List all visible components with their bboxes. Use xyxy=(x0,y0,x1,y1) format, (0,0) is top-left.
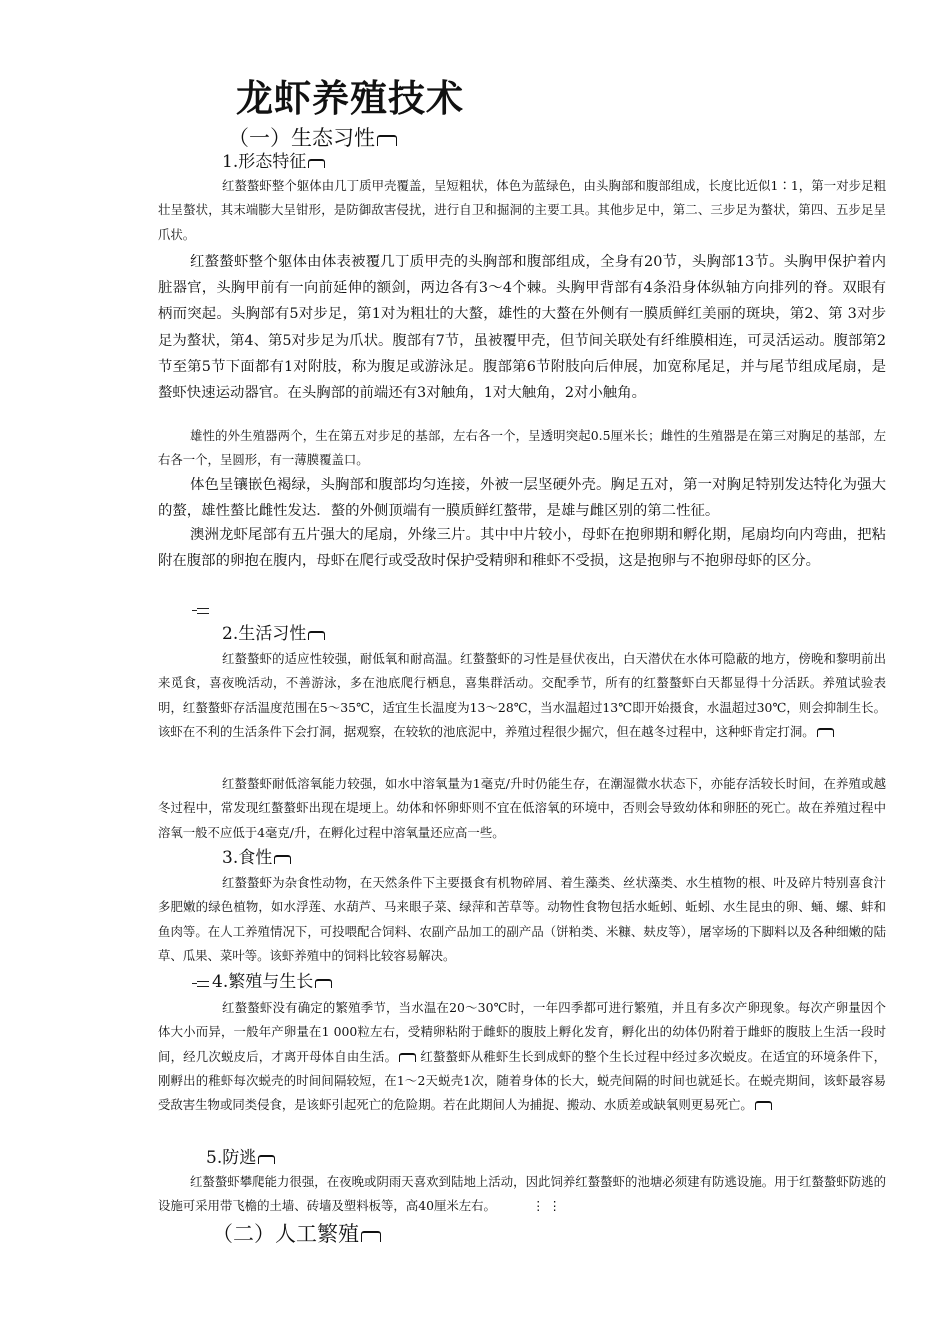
paragraph-escape-1-text: 红螯螯虾攀爬能力很强，在夜晚或阴雨天喜欢到陆地上活动，因此饲养红螯螯虾的池塘必须建有防逃设施。用于红螯螯虾防逃的设施可采用带飞檐的土墙、砖墙及塑料板等，高40厘米左右。 xyxy=(158,1174,886,1214)
paragraph-morphology-5: 澳洲龙虾尾部有五片强大的尾扇，外缘三片。其中中片较小，母虾在抱卵期和孵化期，尾扇均向内弯曲，把粘附在腹部的卵抱在腹内，母虾在爬行或受敌时保护受精卵和稚虾不受损，这是抱卵与不抱卵母虾的区分。 xyxy=(158,527,886,570)
paragraph-morphology-3: 雄性的外生殖器两个，生在第五对步足的基部，左右各一个，呈透明突起0.5厘米长；雌性的生殖器是在第三对胸足的基部，左右各一个，呈圆形，有一薄膜覆盖口。 xyxy=(158,428,886,468)
subheading-diet-text: 3.食性 xyxy=(222,848,273,868)
paragraph-mark-icon xyxy=(755,1101,772,1110)
paragraph-mark-icon xyxy=(274,855,291,864)
subheading-escape-prevention-text: 5.防逃 xyxy=(206,1148,257,1168)
paragraph-mark-icon xyxy=(315,979,332,988)
paragraph-habits-1-text: 红螯螯虾的适应性较强，耐低氧和耐高温。红螯螯虾的习性是昼伏夜出，白天潜伏在水体可隐蔽的地方，傍晚和黎明前出来觅食，喜夜晚活动，不善游泳，多在池底爬行栖息，喜集群活动。交配季节，所有的红螯螯虾白天都显得十分活跃。养殖试验表明，红螯螯虾存活温度范围在5～35℃，适宜生长温度为13～28℃，当水温超过13℃即开始摄食，水温超过30℃，则会抑制生长。该虾在不利的生活条件下会打洞，据观察，在较软的池底泥中，养殖过程很少掘穴，但在越冬过程中，这种虾肯定打洞。 xyxy=(158,651,886,739)
paragraph-morphology-2: 红螯螯虾整个躯体由体表被覆几丁质甲壳的头胸部和腹部组成，全身有20节，头胸部13节。头胸甲保护着内脏器官，头胸甲前有一向前延伸的额剑，两边各有3～4个棘。头胸甲背部有4条沿身体纵轴方向排列的脊。双眼有柄而突起。头胸部有5对步足，第1对为粗壮的大螯，雄性的大螯在外侧有一膜质鲜红美丽的斑块，第2、第 3对步足为螯状，第4、第5对步足为爪状。腹部有7节，虽被覆甲壳，但节间关联处有纤维膜相连，可灵活运动。腹部第2节至第5节下面都有1对附肢，称为腹足或游泳足。腹部第6节附肢向后伸展，加宽称尾足，并与尾节组成尾扇，是螯虾快速运动器官。在头胸部的前端还有3对触角，1对大触角，2对小触角。 xyxy=(158,254,886,402)
document-title: 龙虾养殖技术 xyxy=(236,77,464,120)
paragraph-diet-1: 红螯螯虾为杂食性动物，在天然条件下主要摄食有机物碎屑、着生藻类、丝状藻类、水生植物的根、叶及碎片特别喜食汁多肥嫩的绿色植物，如水浮莲、水葫芦、马来眼子菜、绿萍和苦草等。动物性食物包括水蚯蚓、蚯蚓、水生昆虫的卵、蛹、螺、蚌和鱼肉等。在人工养殖情况下，可投喂配合饲料、农副产品加工的副产品（饼粕类、米糠、麸皮等），屠宰场的下脚料以及各种细嫩的陆草、瓜果、菜叶等。该虾养殖中的饲料比较容易解决。 xyxy=(158,875,886,963)
paragraph-mark-icon xyxy=(817,728,834,737)
ellipsis-marks: ⋮⋮ xyxy=(531,1198,565,1214)
section-heading-artificial-breeding xyxy=(212,1220,381,1248)
section-heading-ecology xyxy=(228,124,397,152)
paragraph-reproduction-1a: 红螯螯虾没有确定的繁殖季节，当水温在20～30℃时，一年四季都可进行繁殖，并且有多次产卵现象。每次产卵量因个体大小而异，一般年产卵量在1 000粒左右，受精卵粘附于雌虾的腹肢上孵化发育，孵化出的幼体仍附着于雌虾的腹肢上生活一段时间，经几次蜕皮后，才离开母体自由生活。 xyxy=(158,1000,886,1064)
subheading-morphology-text: 1.形态特征 xyxy=(222,152,307,172)
paragraph-mark-icon xyxy=(399,1053,416,1062)
paragraph-morphology-1: 红螯螯虾整个躯体由几丁质甲壳覆盖，呈短粗状，体色为蓝绿色，由头胸部和腹部组成，长度比近似1∶1，第一对步足粗壮呈螯状，其末端膨大呈钳形，是防御敌害侵扰，进行自卫和掘洞的主要工具。其他步足中，第二、三步足为螯状，第四、五步足呈爪状。 xyxy=(158,178,886,242)
paragraph-mark-icon xyxy=(308,631,325,640)
paragraph-escape-1 xyxy=(158,1170,886,1219)
subheading-reproduction xyxy=(212,970,332,994)
subheading-habits xyxy=(222,622,325,646)
paragraph-reproduction-1b: 红螯螯虾从稚虾生长到成虾的整个生长过程中经过多次蜕皮。在适宜的环境条件下，刚孵出的稚虾每次蜕壳的时间间隔较短，在1～2天蜕壳1次，随着身体的长大，蜕壳间隔的时间也就延长。在蜕壳期间，该虾最容易受敌害生物或同类侵食，是该虾引起死亡的危险期。若在此期间人为捕捉、搬动、水质差或缺氧则更易死亡。 xyxy=(158,1048,886,1113)
paragraph-morphology-4: 体色呈镶嵌色褐绿，头胸部和腹部均匀连接，外被一层坚硬外壳。胸足五对，第一对胸足特别发达特化为强大的螯，雄性螯比雌性发达．螯的外侧顶端有一膜质鲜红螯带，是雄与雌区别的第二性征。 xyxy=(158,477,886,520)
section-heading-ecology-text: （一）生态习性 xyxy=(228,126,375,150)
subheading-morphology xyxy=(222,150,325,174)
subheading-escape-prevention xyxy=(206,1146,275,1170)
paragraph-reproduction-1 xyxy=(158,996,886,1117)
format-mark-icon xyxy=(197,981,209,987)
section-heading-artificial-breeding-text: （二）人工繁殖 xyxy=(212,1222,359,1246)
paragraph-mark-icon xyxy=(308,159,325,168)
format-mark-icon xyxy=(197,608,209,614)
paragraph-habits-1 xyxy=(158,647,886,744)
paragraph-mark-icon xyxy=(258,1155,275,1164)
paragraph-mark-icon xyxy=(361,1231,381,1242)
paragraph-habits-2: 红螯螯虾耐低溶氧能力较强，如水中溶氧量为1毫克/升时仍能生存，在潮湿微水状态下，亦能存活较长时间，在养殖或越冬过程中，常发现红螯螯虾出现在堤埂上。幼体和怀卵虾则不宜在低溶氧的环境中，否则会导致幼体和卵胚的死亡。故在养殖过程中溶氧一般不应低于4毫克/升，在孵化过程中溶氧量还应高一些。 xyxy=(158,776,886,840)
subheading-reproduction-text: 4.繁殖与生长 xyxy=(212,972,314,992)
subheading-diet xyxy=(222,846,291,870)
subheading-habits-text: 2.生活习性 xyxy=(222,624,307,644)
paragraph-mark-icon xyxy=(377,135,397,146)
